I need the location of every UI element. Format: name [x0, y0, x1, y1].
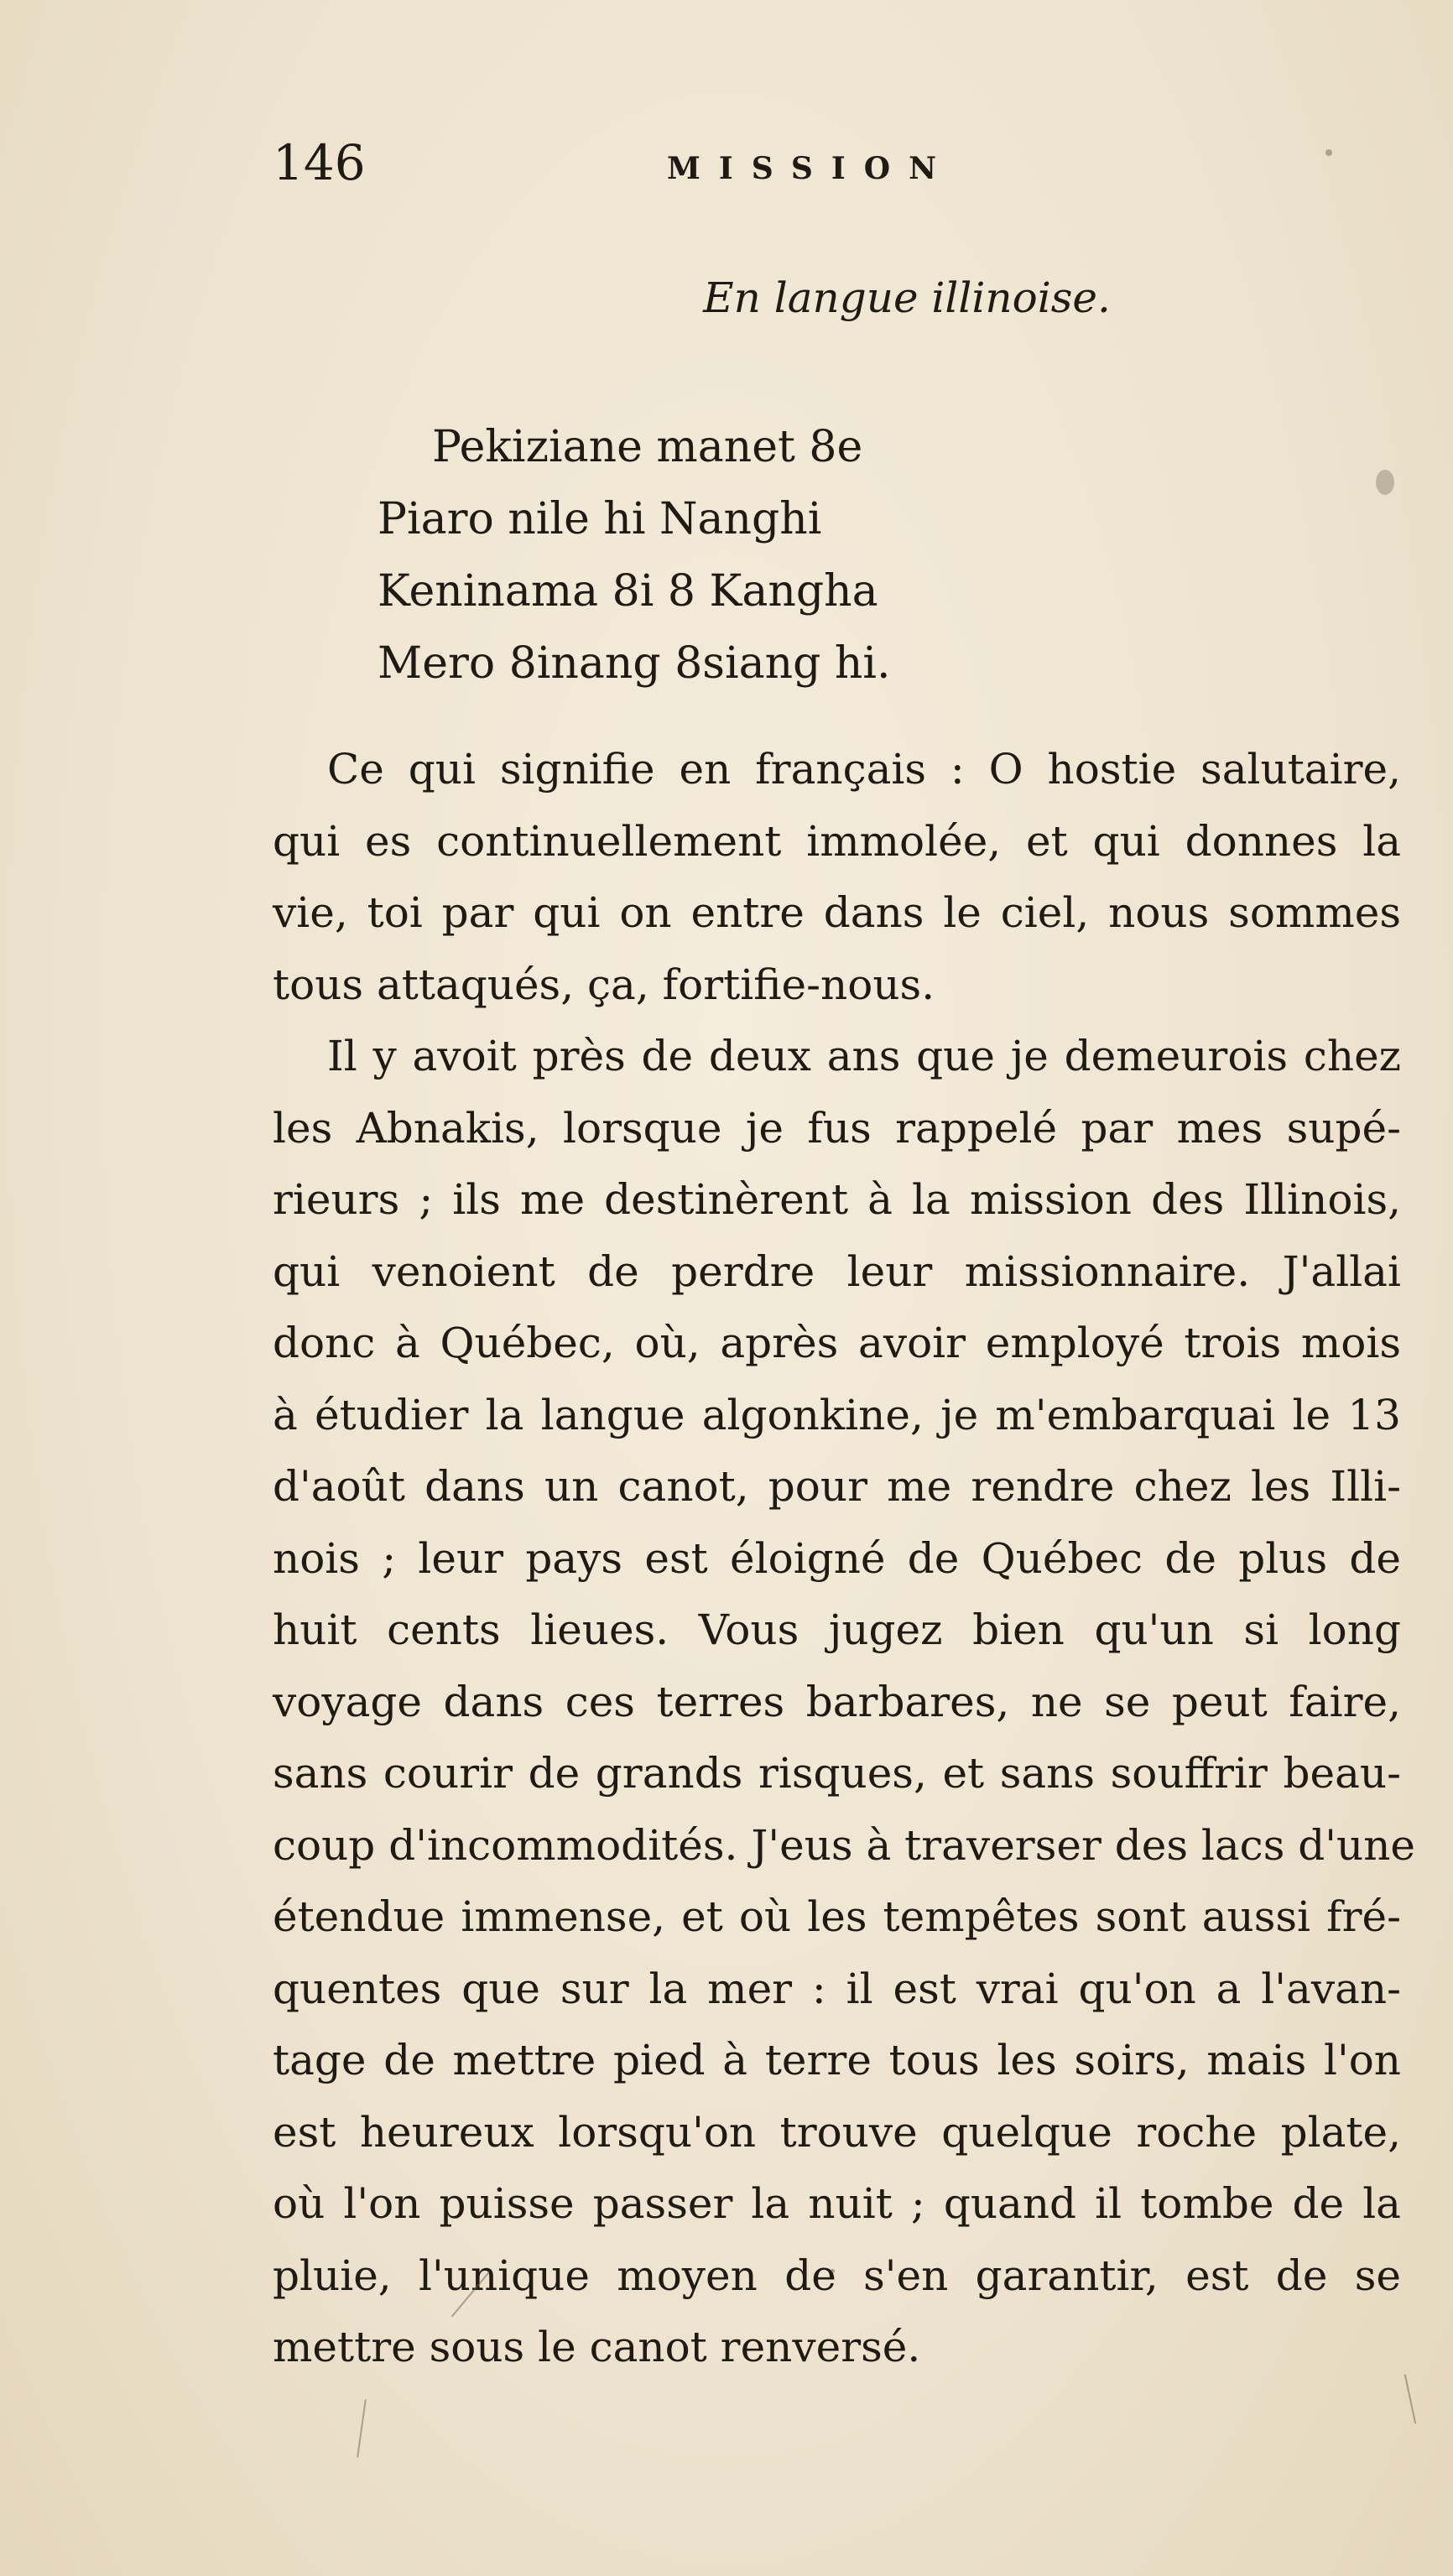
page-header: [273, 134, 1028, 206]
verse-line: Keninama 8i 8 Kangha: [378, 566, 878, 617]
text-line: huit cents lieues. Vous jugez bien qu'un si long: [273, 1605, 1401, 1654]
body-text: [273, 734, 1415, 2384]
section-heading: [0, 273, 1453, 322]
verse-line: Piaro nile hi Nanghi: [378, 494, 822, 544]
text-line: coup d'incommodités. J'eus à traverser des lacs d'une: [273, 1820, 1415, 1870]
paper-scratch: [357, 2399, 367, 2458]
paper-speck: [831, 2269, 835, 2273]
text-line: mettre sous le canot renversé.: [273, 2323, 921, 2371]
verse-line: Mero 8inang 8siang hi.: [378, 638, 891, 689]
text-line: sans courir de grands risques, et sans souffrir beau-: [273, 1749, 1401, 1798]
text-line: rieurs ; ils me destinèrent à la mission des Illinois,: [273, 1175, 1401, 1224]
paper-speck: [1376, 470, 1394, 495]
verse-block: [378, 411, 891, 700]
text-line: Il y avoit près de deux ans que je demeurois chez: [327, 1032, 1401, 1080]
text-line: d'août dans un canot, pour me rendre chez les Illi-: [273, 1462, 1401, 1511]
paragraph-translation: [273, 734, 1401, 1021]
page-number: 146: [273, 134, 366, 191]
text-line: voyage dans ces terres barbares, ne se peut faire,: [273, 1677, 1401, 1726]
text-line: pluie, l'unique moyen de s'en garantir, est de se: [273, 2251, 1401, 2300]
text-line: quentes que sur la mer : il est vrai qu'on a l'avan-: [273, 1964, 1401, 2013]
text-line: étendue immense, et où les tempêtes sont aussi fré-: [273, 1892, 1401, 1941]
text-line: donc à Québec, où, après avoir employé trois mois: [273, 1319, 1401, 1367]
paragraph-narrative: [273, 1021, 1415, 2384]
text-line: qui venoient de perdre leur missionnaire. J'allai: [273, 1246, 1401, 1296]
text-line: où l'on puisse passer la nuit ; quand il tombe de la: [273, 2179, 1401, 2228]
section-heading-text: En langue illinoise.: [703, 273, 1111, 322]
paper-speck: [1325, 149, 1332, 156]
running-title: MISSION: [667, 151, 955, 186]
paper-scratch: [1404, 2374, 1416, 2423]
text-line: nois ; leur pays est éloigné de Québec de plus de: [273, 1533, 1401, 1583]
text-line: tage de mettre pied à terre tous les soirs, mais l'on: [273, 2036, 1401, 2084]
text-line: qui es continuellement immolée, et qui donnes la: [273, 816, 1401, 866]
text-line: à étudier la langue algonkine, je m'embarquai le 13: [273, 1390, 1401, 1439]
text-line: Ce qui signifie en français : O hostie salutaire,: [327, 745, 1401, 794]
verse-line: Pekiziane manet 8e: [432, 422, 863, 472]
text-line: est heureux lorsqu'on trouve quelque roche plate,: [273, 2107, 1401, 2157]
text-line: tous attaqués, ça, fortifie-nous.: [273, 960, 935, 1009]
text-line: vie, toi par qui on entre dans le ciel, nous sommes: [273, 888, 1401, 937]
text-line: les Abnakis, lorsque je fus rappelé par mes supé-: [273, 1103, 1401, 1153]
